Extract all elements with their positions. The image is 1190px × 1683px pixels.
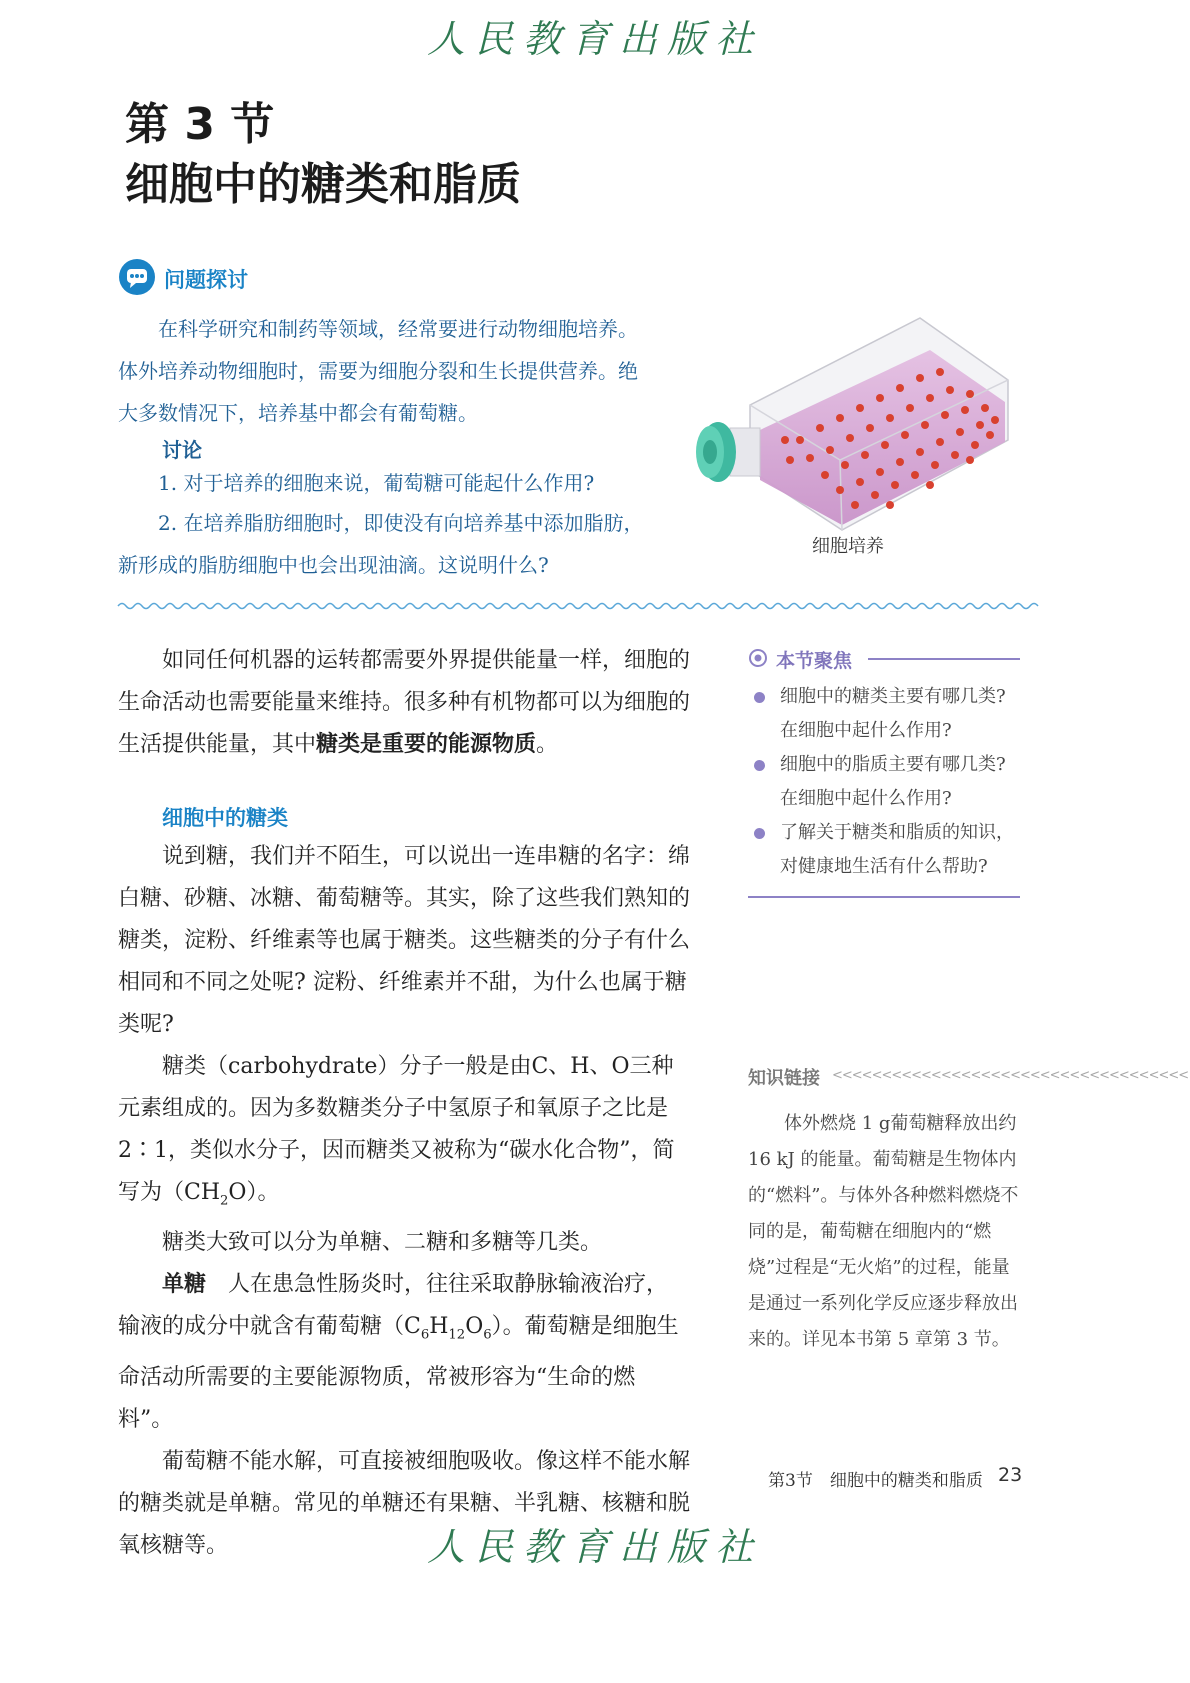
cell-culture-flask-illustration: [690, 310, 1020, 535]
focus-heading: 本节聚焦: [776, 650, 853, 672]
knowledge-link-heading: 知识链接: [748, 1068, 820, 1089]
knowledge-link-rule: <<<<<<<<<<<<<<<<<<<<<<<<<<<<<<<<<<<<: [832, 1068, 1189, 1083]
paragraph-monosaccharide: 单糖 人在患急性肠炎时，往往采取静脉输液治疗，输液的成分中就含有葡萄糖$(C_6H_{12}O_6)$。葡萄糖是细胞生命活动所需要的主要能源物质，常被形容为“生命的燃料”。: [118, 1272, 679, 1432]
page-number: 23: [998, 1464, 1023, 1486]
speech-bubble-icon: [118, 258, 156, 296]
intro-text-b: 。: [536, 732, 559, 757]
paragraph-classification: 糖类大致可以分为单糖、二糖和多糖等几类。: [162, 1230, 603, 1256]
inquiry-heading: 问题探讨: [164, 268, 248, 292]
monosaccharide-label: 单糖: [162, 1272, 207, 1298]
key-phrase: 糖类是重要的能源物质: [316, 732, 537, 757]
target-icon: [748, 648, 768, 668]
focus-bottom-rule: [748, 896, 1020, 898]
focus-heading-rule: [868, 658, 1020, 660]
body-column: [118, 836, 690, 1567]
inquiry-intro: 在科学研究和制药等领域，经常要进行动物细胞培养。体外培养动物细胞时，需要为细胞分裂和生长提供营养。绝大多数情况下，培养基中都会有葡萄糖。: [118, 317, 638, 425]
focus-item: 细胞中的脂质主要有哪几类? 在细胞中起什么作用?: [748, 748, 1020, 816]
publisher-logo-top: 人民教育出版社: [426, 17, 763, 61]
paragraph-carbohydrate: 糖类（carbohydrate）分子一般是由C、H、O三种元素组成的。因为多数糖类分子中氢原子和氧原子之比是2∶1，类似水分子，因而糖类又被称为“碳水化合物”，简写为$(CH_2O)$。: [118, 1054, 675, 1209]
knowledge-link-text: 体外燃烧 1 g葡萄糖释放出约 16 kJ 的能量。葡萄糖是生物体内的“燃料”。与体外各种燃料燃烧不同的是，葡萄糖在细胞内的“燃烧”过程是“无火焰”的过程，能量是通过一系列化学反应逐步释放出来的。详见本书第 5 章第 3 节。: [748, 1113, 1019, 1350]
discuss-label: 讨论: [162, 438, 202, 462]
discussion-question-2: 2. 在培养脂肪细胞时，即使没有向培养基中添加脂肪，新形成的脂肪细胞中也会出现油滴。这说明什么?: [118, 511, 644, 577]
focus-item: 了解关于糖类和脂质的知识，对健康地生活有什么帮助?: [748, 816, 1020, 884]
wavy-divider: [118, 598, 1020, 612]
discussion-question-1: 1. 对于培养的细胞来说，葡萄糖可能起什么作用?: [158, 471, 595, 495]
footer-section-title: 第3节 细胞中的糖类和脂质: [768, 1471, 983, 1491]
section-heading: 细胞中的糖类: [162, 806, 288, 830]
intro-text-a: 如同任何机器的运转都需要外界提供能量一样，细胞的生命活动也需要能量来维持。很多种有机物都可以为细胞的生活提供能量，其中: [118, 648, 691, 757]
paragraph-glucose: 葡萄糖不能水解，可直接被细胞吸收。像这样不能水解的糖类就是单糖。常见的单糖还有果糖、半乳糖、核糖和脱氧核糖等。: [118, 1448, 691, 1558]
figure-caption: 细胞培养: [812, 536, 884, 557]
page-title: 细胞中的糖类和脂质: [125, 159, 521, 210]
paragraph-sugar-names: 说到糖，我们并不陌生，可以说出一连串糖的名字：绵白糖、砂糖、冰糖、葡萄糖等。其实，除了这些我们熟知的糖类，淀粉、纤维素等也属于糖类。这些糖类的分子有什么相同和不同之处呢? 淀粉、纤维素并不甜，为什么也属于糖类呢?: [118, 844, 691, 1037]
section-number: 第 3 节: [125, 99, 275, 150]
focus-list: [748, 680, 1020, 884]
knowledge-link-box: [748, 1106, 1020, 1358]
publisher-logo-bottom: 人民教育出版社: [426, 1525, 763, 1569]
focus-item: 细胞中的糖类主要有哪几类? 在细胞中起什么作用?: [748, 680, 1020, 748]
intro-paragraph: [118, 640, 690, 766]
